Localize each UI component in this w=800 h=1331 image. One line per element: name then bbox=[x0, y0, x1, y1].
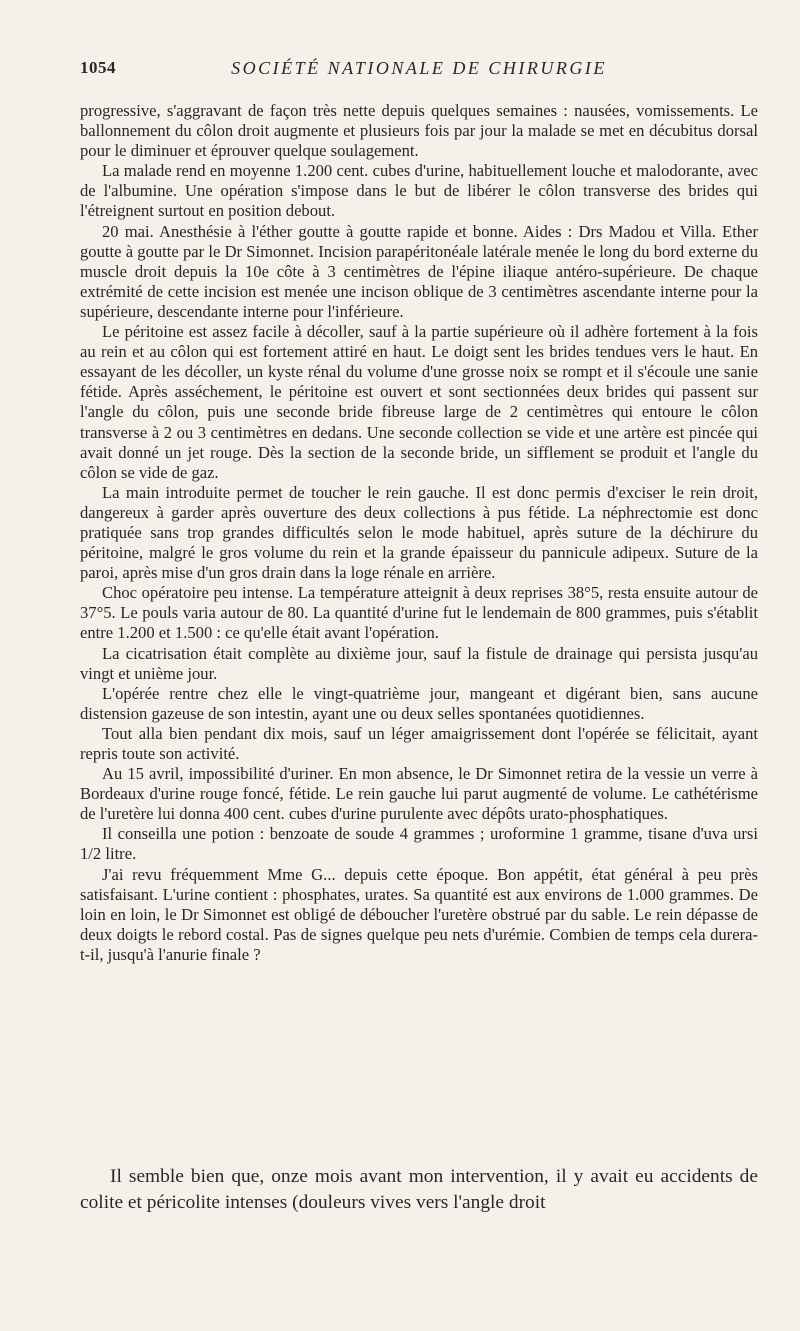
paragraph: J'ai revu fréquemment Mme G... depuis cette époque. Bon appétit, état général à peu près satisfaisant. L'urine contient : phosphates, urates. Sa quantité est aux environs de 1.000 grammes. De loin en loin, le Dr Simonnet est obligé de déboucher l'uretère obstrué par du sable. Le rein dépasse de deux doigts le rebord costal. Pas de signes quelque peu nets d'urémie. Combien de temps cela durera-t-il, jusqu'à l'anurie finale ? bbox=[80, 864, 758, 964]
paragraph: L'opérée rentre chez elle le vingt-quatrième jour, mangeant et digérant bien, sans aucune distension gazeuse de son intestin, ayant une ou deux selles spontanées quotidiennes. bbox=[80, 683, 758, 723]
paragraph: La malade rend en moyenne 1.200 cent. cubes d'urine, habituellement louche et malodorante, avec de l'albumine. Une opération s'impose dans le but de libérer le côlon transverse des brides qui l'étreignent surtout en position debout. bbox=[80, 161, 758, 221]
paragraph: La main introduite permet de toucher le rein gauche. Il est donc permis d'exciser le rein droit, dangereux à garder après ouverture des deux collections à pus fétide. La néphrectomie est donc pratiquée sans trop grandes difficultés selon le mode habituel, après suture de la déchirure du péritoine, malgré le gros volume du rein et la grande épaisseur du pannicule adipeux. Suture de la paroi, après mise d'un gros drain dans la loge rénale en arrière. bbox=[80, 482, 758, 583]
paragraph: Choc opératoire peu intense. La température atteignit à deux reprises 38°5, resta ensuite autour de 37°5. Le pouls varia autour de 80. La quantité d'urine fut le lendemain de 800 grammes, puis s'établit entre 1.200 et 1.500 : ce qu'elle était avant l'opération. bbox=[80, 583, 758, 643]
paragraph: 20 mai. Anesthésie à l'éther goutte à goutte rapide et bonne. Aides : Drs Madou et Villa. Ether goutte à goutte par le Dr Simonnet. Incision parapéritonéale latérale menée le long du bord externe du muscle droit depuis la 10e côte à 3 centimètres de l'épine iliaque antéro-supérieure. De chaque extrémité de cette incision est menée une incison oblique de 3 centimètres ascendante interne pour la supérieure, descendante interne pour l'inférieure. bbox=[80, 221, 758, 321]
closing-text bbox=[80, 1164, 758, 1216]
running-title: SOCIÉTÉ NATIONALE DE CHIRURGIE bbox=[231, 58, 607, 78]
paragraph: progressive, s'aggravant de façon très nette depuis quelques semaines : nausées, vomissements. Le ballonnement du côlon droit augmente et plusieurs fois par jour la malade se met en décubitus dorsal pour le diminuer et éprouver quelque soulagement. bbox=[80, 101, 758, 161]
paragraph: Il conseilla une potion : benzoate de soude 4 grammes ; uroformine 1 gramme, tisane d'uva ursi 1/2 litre. bbox=[80, 824, 758, 864]
paragraph: Le péritoine est assez facile à décoller, sauf à la partie supérieure où il adhère fortement à la fois au rein et au côlon qui est fortement attiré en haut. Le doigt sent les brides tendues vers le haut. En essayant de les décoller, un kyste rénal du volume d'une grosse noix se rompt et il s'écoule une sanie fétide. Après asséchement, le péritoine est ouvert et sont sectionnées deux brides qui passent sur l'angle du côlon, puis une seconde bride fibreuse large de 2 centimètres qui entoure le côlon transverse à 2 ou 3 centimètres en dedans. Une seconde collection se vide et une artère est pincée qui avait donné un jet rouge. Dès la section de la seconde bride, un sifflement se produit et l'angle du côlon se vide de gaz. bbox=[80, 322, 758, 482]
paragraph: Au 15 avril, impossibilité d'uriner. En mon absence, le Dr Simonnet retira de la vessie un verre à Bordeaux d'urine rouge foncé, fétide. Le rein gauche lui parut augmenté de volume. Le cathétérisme de l'uretère lui donna 400 cent. cubes d'urine purulente avec dépôts urato-phosphatiques. bbox=[80, 764, 758, 824]
paragraph: La cicatrisation était complète au dixième jour, sauf la fistule de drainage qui persista jusqu'au vingt et unième jour. bbox=[80, 643, 758, 683]
paragraph: Tout alla bien pendant dix mois, sauf un léger amaigrissement dont l'opérée se félicitait, ayant repris toute son activité. bbox=[80, 723, 758, 763]
body-text bbox=[80, 101, 758, 965]
page-header bbox=[80, 58, 758, 82]
closing-paragraph: Il semble bien que, onze mois avant mon intervention, il y avait eu accidents de colite et péricolite intenses (douleurs vives vers l'angle droit bbox=[80, 1166, 758, 1213]
page-number: 1054 bbox=[80, 58, 116, 77]
